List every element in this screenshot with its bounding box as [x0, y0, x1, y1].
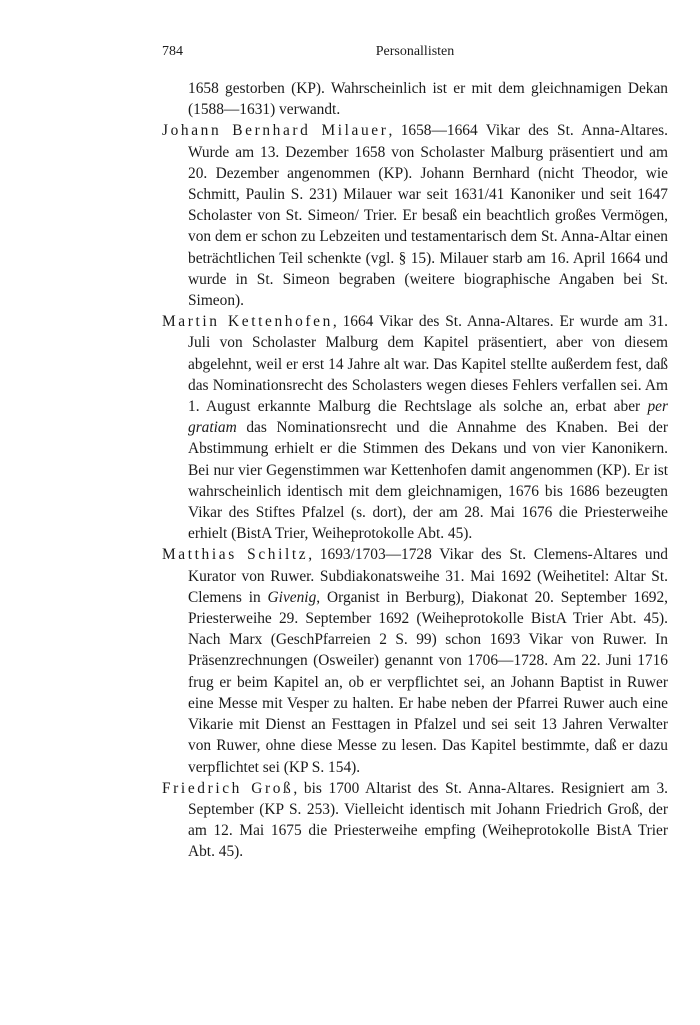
- entry-milauer: [162, 120, 668, 311]
- entry-italic: Givenig: [267, 588, 317, 606]
- person-name: Friedrich Groß: [162, 779, 294, 797]
- person-name: Johann Bernhard Milauer: [162, 122, 389, 140]
- entry-schiltz: [162, 544, 668, 777]
- entry-text: , Organist in Berburg), Diakonat 20. September 1692, Priesterweihe 29. September 1692 (Weiheprotokolle BistA Trier Abt. 45). Nach Marx (GeschPfarreien 2 S. 99) schon 1693 Vikar von Ruwer. In Präsenzrechnungen (Osweiler) genannt von 1706—1728. Am 22. Juni 1716 frug er beim Kapitel an, ob er verpflichtet sei, an Johann Baptist in Ruwer eine Messe mit Vesper zu halten. Er habe neben der Pfarrei Ruwer auch eine Vikarie mit Dienst an Festtagen in Pfalzel und sei seit 13 Jahren Verwalter von Ruwer, ohne diese Messe zu lesen. Das Kapitel bestimmte, daß er dazu verpflichtet sei (KP S. 154).: [188, 588, 669, 776]
- entry-kettenhofen: [162, 311, 668, 544]
- page-number: 784: [162, 44, 183, 59]
- entry-text: , 1693/1703—1728 Vikar des St. Clemens-Altares und Kurator von Ruwer. Subdiakonatsweihe 31. Mai 1692 (Weihetitel: Altar St. Clemens in: [188, 546, 669, 606]
- person-name: Martin Kettenhofen: [162, 313, 333, 331]
- running-head: Personallisten: [375, 44, 455, 59]
- entry-text: 1658 gestorben (KP). Wahrscheinlich ist er mit dem gleichnamigen Dekan (1588—1631) verwandt.: [188, 80, 668, 119]
- entry-continuation: [162, 78, 668, 120]
- entry-text: , 1658—1664 Vikar des St. Anna-Altares. Wurde am 13. Dezember 1658 von Scholaster Malburg präsentiert und am 20. Dezember angenommen (KP). Johann Bernhard (nicht Theodor, wie Schmitt, Paulin S. 231) Milauer war seit 1631/41 Kanoniker und seit 1647 Scholaster von St. Simeon/ Trier. Er besaß ein beachtlich großes Vermögen, von dem er schon zu Lebzeiten und testamentarisch dem St. Anna-Altar einen beträchtlichen Teil schenkte (vgl. § 15). Milauer starb am 16. April 1664 und wurde in St. Simeon begraben (weitere biographische Angaben bei St. Simeon).: [188, 122, 668, 310]
- page-header: [162, 44, 668, 64]
- entry-italic: per gratiam: [188, 398, 668, 437]
- entry-gross: [162, 778, 668, 863]
- person-name: Matthias Schiltz: [162, 546, 309, 564]
- entry-text: , 1664 Vikar des St. Anna-Altares. Er wurde am 31. Juli von Scholaster Malburg dem Kapitel präsentiert, aber von diesem abgelehnt, weil er erst 14 Jahre alt war. Das Kapitel stellte außerdem fest, daß das Nominationsrecht des Scholasters wegen dieses Fehlers verfallen sei. Am 1. August erkannte Malburg die Rechtslage als solche an, erbat aber: [188, 313, 668, 416]
- body-text: [162, 78, 668, 863]
- entry-text: das Nominationsrecht und die Annahme des Knaben. Bei der Abstimmung erhielt er die Stimmen des Dekans und von vier Kanonikern. Bei nur vier Gegenstimmen war Kettenhofen damit angenommen (KP). Er ist wahrscheinlich identisch mit dem gleichnamigen, 1676 bis 1686 bezeugten Vikar des Stiftes Pfalzel (s. dort), der am 28. Mai 1676 die Priesterweihe erhielt (BistA Trier, Weiheprotokolle Abt. 45).: [188, 419, 668, 543]
- entry-text: , bis 1700 Altarist des St. Anna-Altares. Resigniert am 3. September (KP S. 253). Vielleicht identisch mit Johann Friedrich Groß, der am 12. Mai 1675 die Priesterweihe empfing (Weiheprotokolle BistA Trier Abt. 45).: [188, 779, 668, 861]
